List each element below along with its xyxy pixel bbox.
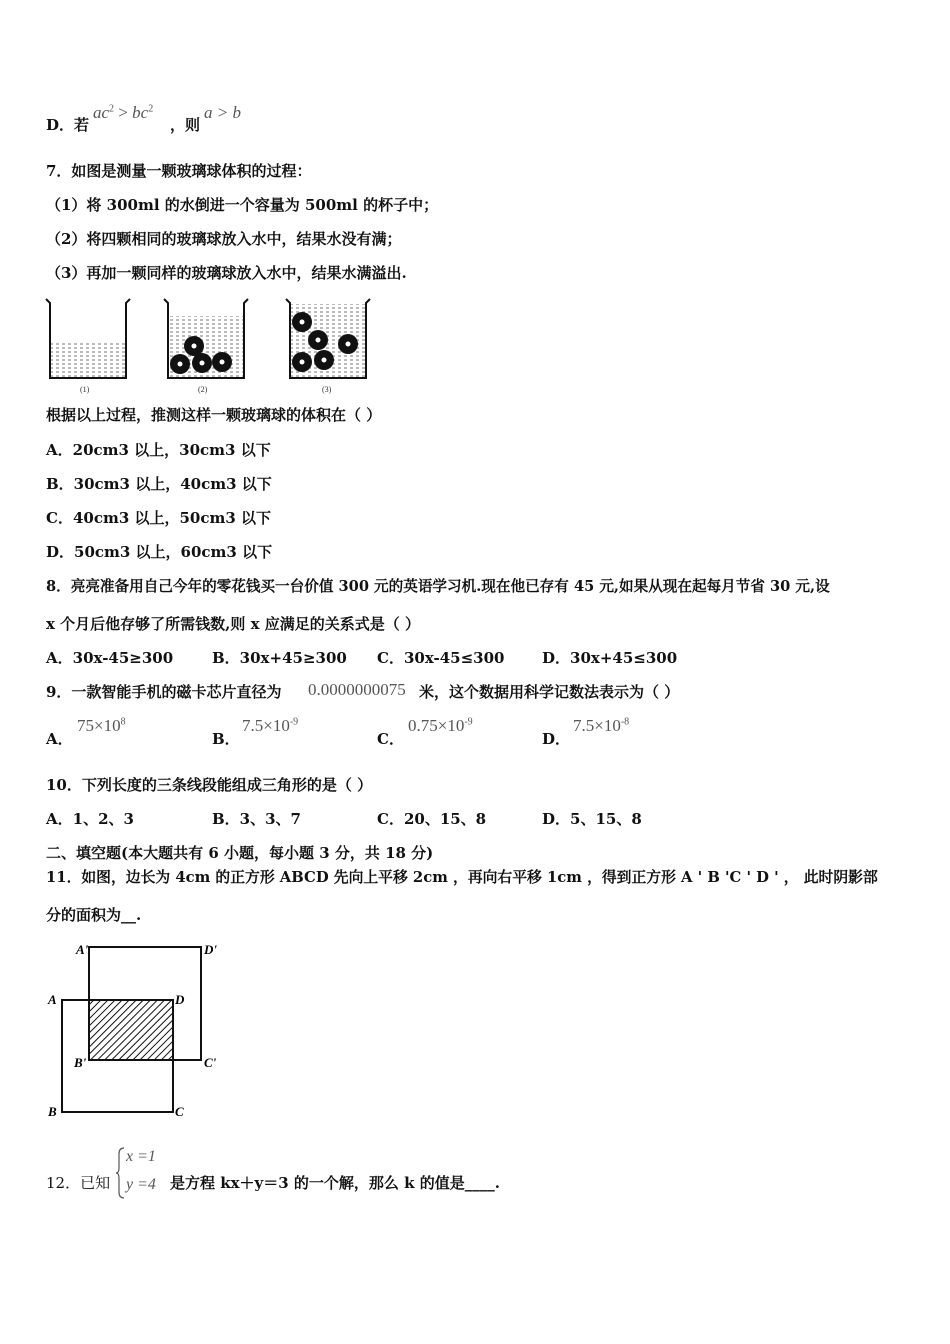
q9-stem-a: 9．一款智能手机的磁卡芯片直径为 [46,683,282,701]
q9-number: 0.0000000075 [308,680,406,699]
beaker-1 [46,299,130,378]
q8-option-d: D．30x+45≤300 [542,649,678,667]
q12-suffix: 是方程 kx＋y＝3 的一个解，那么 k 的值是____. [170,1174,500,1192]
q6-option-d-conclusion: a > b [204,103,241,122]
q7-step2: （2）将四颗相同的玻璃球放入水中，结果水没有满； [46,230,402,248]
q6-cond-lhs-exp: 2 [109,103,115,115]
q8-line2: x 个月后他存够了所需钱数,则 x 应满足的关系式是（ ） [46,615,420,633]
q9-option-a-math: $75\times 10^8$ [77,716,126,735]
q8-option-b: B．30x+45≥300 [212,649,347,667]
q7-step3: （3）再加一颗同样的玻璃球放入水中，结果水满溢出. [46,264,407,282]
label-c: C [175,1104,184,1119]
beaker-label-3: (3) [322,385,332,394]
q6-option-d-mid: ，则 [170,116,201,134]
beaker-3 [286,299,370,378]
q11-square-figure [44,936,234,1122]
q11-line1: 11．如图，边长为 4cm 的正方形 ABCD 先向上平移 2cm ，再向右平移 1cm ，得到正方形 A ' B 'C ' D ' ， 此时阴影部 [46,869,878,886]
q7-beaker-figure [44,294,374,396]
label-a-prime: A' [76,942,89,957]
section-title: 二、填空题(本大题共有 6 小题，每小题 3 分，共 18 分) [46,844,434,862]
q11-line2: 分的面积为__. [46,906,142,924]
label-a: A [48,992,57,1007]
q8-line1: 8．亮亮准备用自己今年的零花钱买一台价值 300 元的英语学习机.现在他已存有 45 元,如果从现在起每月节省 30 元,设 [46,578,830,595]
q7-step1: （1）将 300ml 的水倒进一个容量为 500ml 的杯子中； [46,196,439,214]
q7-stem: 7．如图是测量一颗玻璃球体积的过程： [46,162,312,180]
q9-option-b-letter: B． [212,730,240,748]
q12-eq2: y =4 [126,1176,156,1193]
q6-cond-lhs: ac [93,103,110,122]
q6-cond-rhs: bc [132,103,149,122]
q9-option-b-math: $7.5\times 10^{-9}$ [242,716,299,735]
beaker-2 [164,299,248,378]
q10-option-a: A．1、2、3 [46,810,134,828]
q7-option-c: C．40cm3 以上，50cm3 以下 [46,509,272,527]
label-b-prime: B' [74,1055,87,1070]
label-d-prime: D' [204,942,217,957]
shaded-region [89,1000,173,1060]
q12-eq1: x =1 [126,1148,156,1165]
q10-stem: 10．下列长度的三条线段能组成三角形的是（ ） [46,776,373,794]
q7-question: 根据以上过程，推测这样一颗玻璃球的体积在（ ） [46,406,382,424]
q7-option-a: A．20cm3 以上，30cm3 以下 [46,441,271,459]
q7-option-b: B．30cm3 以上，40cm3 以下 [46,475,272,493]
q9-option-a-letter: A． [46,730,73,748]
q12-system-brace [116,1146,126,1200]
q6-cond-rhs-exp: 2 [148,103,154,115]
q9-option-c-letter: C． [377,730,404,748]
q6-option-d [46,115,89,135]
label-c-prime: C' [204,1055,217,1070]
label-d: D [175,992,185,1007]
q10-option-b: B．3、3、7 [212,810,301,828]
q6-cond-rel: > [118,103,128,122]
beaker-label-2: (2) [198,385,208,394]
q6-option-d-label: D．若 [46,116,90,134]
q9-stem-b: 米，这个数据用科学记数法表示为（ ） [419,683,680,701]
q12-prefix: 12．已知 [46,1174,111,1192]
q6-option-d-condition [93,103,153,123]
q7-option-d: D．50cm3 以上，60cm3 以下 [46,543,273,561]
q9-option-c-math: $0.75\times 10^{-9}$ [408,716,473,735]
q10-option-c: C．20、15、8 [377,810,487,828]
q8-option-c: C．30x-45≤300 [377,649,505,667]
q10-option-d: D．5、15、8 [542,810,642,828]
q9-option-d-letter: D． [542,730,571,748]
label-b: B [48,1104,57,1119]
q9-option-d-math: $7.5\times 10^{-8}$ [573,716,630,735]
beaker-label-1: (1) [80,385,90,394]
q8-option-a: A．30x-45≥300 [46,649,174,667]
